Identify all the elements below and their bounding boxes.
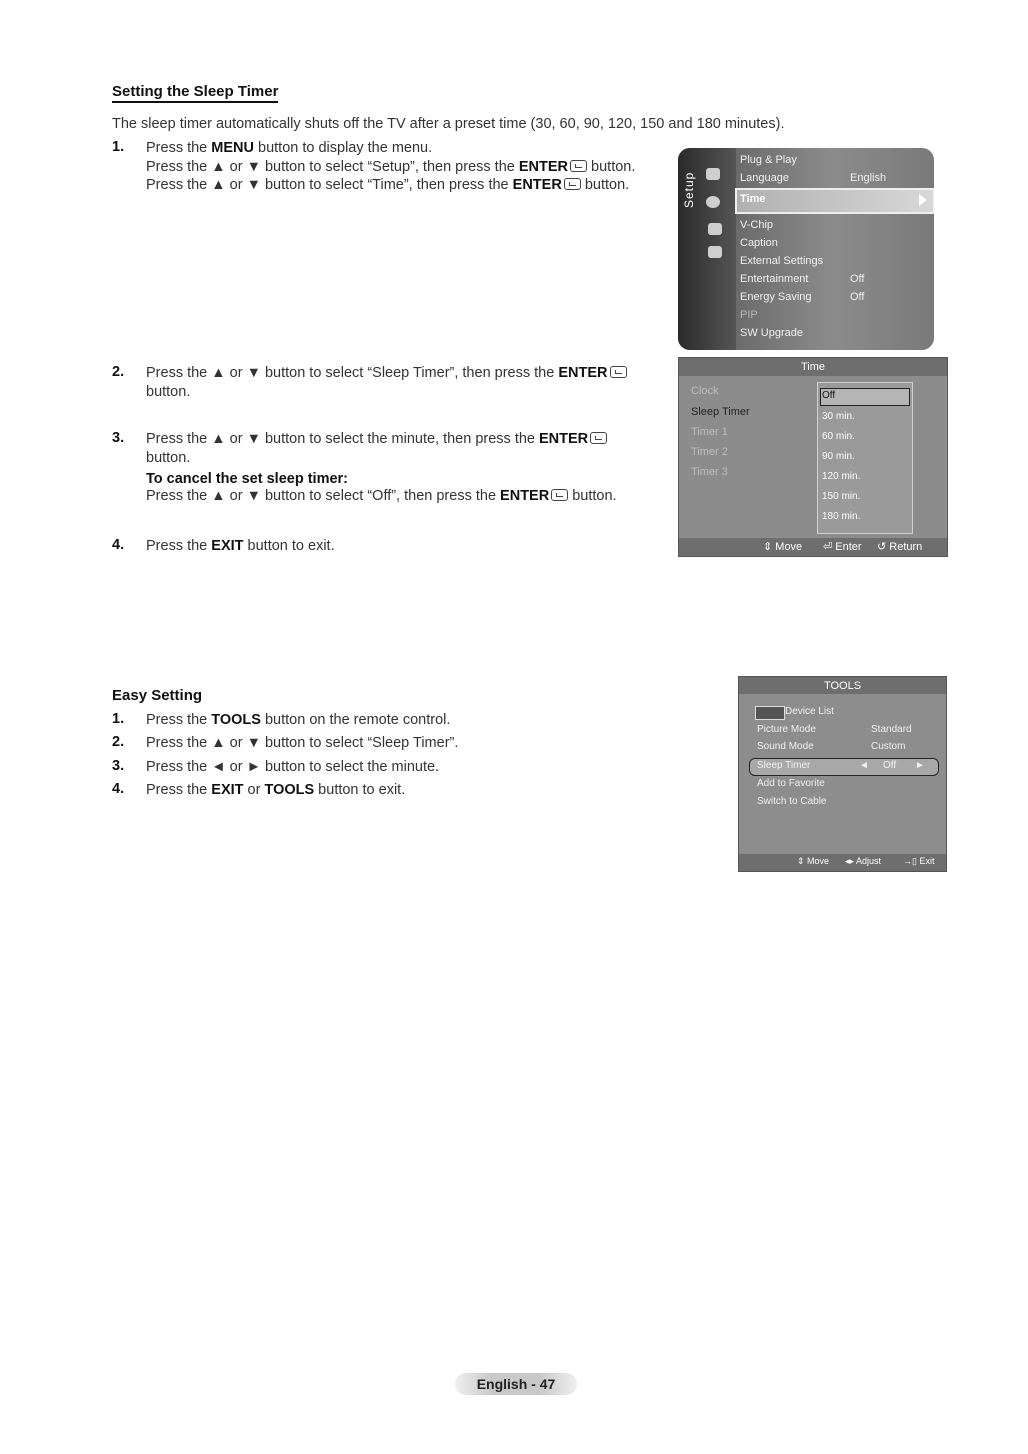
- tools-menu-title: TOOLS: [823, 680, 862, 692]
- step-2-line-2: button.: [146, 383, 191, 400]
- step-2-number: 2.: [112, 364, 125, 380]
- return-icon: ↺: [877, 541, 890, 553]
- channel-icon: [708, 223, 722, 235]
- setup-item[interactable]: Language: [740, 172, 789, 184]
- dropdown-option[interactable]: Off: [822, 390, 836, 401]
- setup-item[interactable]: Energy Saving: [740, 291, 812, 303]
- step-1-text: [146, 139, 635, 195]
- dropdown-option[interactable]: 180 min.: [822, 511, 861, 522]
- device-list-icon: [755, 706, 785, 720]
- step-3-line-1: Press the ▲ or ▼ button to select the minute, then press the ENTER: [146, 430, 617, 449]
- step-3-text: [146, 430, 617, 506]
- time-item[interactable]: Clock: [691, 385, 719, 397]
- dropdown-option[interactable]: 150 min.: [822, 491, 861, 502]
- easy-step-4: Press the EXIT or TOOLS button to exit.: [146, 782, 406, 798]
- easy-step-number: 1.: [112, 711, 125, 727]
- time-menu-screen: [678, 357, 948, 557]
- tools-item-value: Custom: [871, 741, 906, 752]
- adjust-icon: ◂▸: [845, 856, 857, 866]
- setup-item-value: English: [850, 172, 887, 184]
- easy-step-1: Press the TOOLS button on the remote control.: [146, 712, 451, 728]
- dropdown-option[interactable]: 90 min.: [822, 451, 855, 462]
- tools-item[interactable]: Device List: [785, 706, 834, 717]
- setup-menu-screen: [678, 148, 934, 350]
- move-hint: ⇕ Move: [763, 541, 803, 553]
- step-2-text: [146, 364, 627, 401]
- move-icon: ⇕: [763, 541, 776, 553]
- setup-item[interactable]: Entertainment: [740, 273, 809, 285]
- dropdown-option[interactable]: 30 min.: [822, 411, 855, 422]
- input-icon: [708, 246, 722, 258]
- return-hint: ↺ Return: [877, 541, 923, 553]
- adjust-hint: ◂▸ Adjust: [845, 856, 882, 866]
- enter-icon: [590, 432, 607, 444]
- intro-text: The sleep timer automatically shuts off the TV after a preset time (30, 60, 90, 120, 150 and 180 minutes).: [112, 116, 785, 132]
- picture-icon: [706, 168, 720, 180]
- tools-item[interactable]: Picture Mode: [757, 724, 816, 735]
- tools-item-value: Standard: [871, 724, 912, 735]
- setup-item[interactable]: V-Chip: [740, 219, 774, 231]
- time-item[interactable]: Timer 2: [691, 446, 728, 458]
- easy-step-number: 2.: [112, 734, 125, 750]
- exit-icon: →▯: [903, 856, 920, 866]
- move-hint: ⇕ Move: [797, 856, 830, 866]
- easy-step-number: 4.: [112, 781, 125, 797]
- arrow-right-icon: [919, 194, 927, 206]
- easy-setting-title: Easy Setting: [112, 687, 203, 704]
- move-icon: ⇕: [797, 856, 808, 866]
- setup-item[interactable]: Time: [740, 193, 766, 205]
- enter-icon: [570, 160, 587, 172]
- arrow-right-icon[interactable]: ►: [915, 760, 925, 771]
- step-1-line-1: Press the MENU button to display the menu.: [146, 140, 433, 156]
- step-3-number: 3.: [112, 430, 125, 446]
- enter-hint: ⏎ Enter: [823, 541, 862, 553]
- enter-icon: [564, 178, 581, 190]
- section-title: Setting the Sleep Timer: [112, 83, 278, 103]
- setup-item-value: Off: [850, 273, 865, 285]
- exit-hint: →▯ Exit: [903, 856, 935, 866]
- setup-side-label: Setup: [682, 171, 696, 208]
- tools-item-value: Off: [883, 760, 897, 771]
- step-4-line: Press the EXIT button to exit.: [146, 538, 335, 554]
- setup-item-value: Off: [850, 291, 865, 303]
- easy-step-2: Press the ▲ or ▼ button to select “Sleep Timer”.: [146, 735, 459, 751]
- easy-step-number: 3.: [112, 758, 125, 774]
- time-item[interactable]: Sleep Timer: [691, 406, 750, 418]
- setup-item[interactable]: External Settings: [740, 255, 824, 267]
- step-4-number: 4.: [112, 537, 125, 553]
- enter-icon: [551, 489, 568, 501]
- setup-item[interactable]: Plug & Play: [740, 154, 797, 166]
- time-item[interactable]: Timer 3: [691, 466, 728, 478]
- setup-item[interactable]: PIP: [740, 309, 758, 321]
- tools-item[interactable]: Sound Mode: [757, 741, 814, 752]
- gear-icon: [706, 196, 720, 208]
- sleep-timer-dropdown[interactable]: [817, 382, 913, 534]
- setup-item[interactable]: SW Upgrade: [740, 327, 803, 339]
- step-3-line-2: button.: [146, 449, 191, 466]
- cancel-line: Press the ▲ or ▼ button to select “Off”, then press the ENTER button.: [146, 488, 617, 504]
- step-2-line-1: Press the ▲ or ▼ button to select “Sleep Timer”, then press the ENTER: [146, 364, 627, 383]
- enter-icon: ⏎: [823, 541, 836, 553]
- step-1-number: 1.: [112, 139, 125, 155]
- arrow-left-icon[interactable]: ◄: [859, 760, 869, 771]
- page-number: English - 47: [455, 1373, 577, 1395]
- dropdown-option[interactable]: 60 min.: [822, 431, 855, 442]
- step-1-line-3: Press the ▲ or ▼ button to select “Time”, then press the ENTER button.: [146, 177, 630, 193]
- tools-item[interactable]: Sleep Timer: [757, 760, 811, 771]
- tools-item[interactable]: Add to Favorite: [757, 778, 825, 789]
- cancel-title: To cancel the set sleep timer:: [146, 471, 348, 487]
- setup-item[interactable]: Caption: [740, 237, 778, 249]
- dropdown-option[interactable]: 120 min.: [822, 471, 861, 482]
- enter-icon: [610, 366, 627, 378]
- step-1-line-2: Press the ▲ or ▼ button to select “Setup”, then press the ENTER button.: [146, 158, 636, 175]
- tools-item[interactable]: Switch to Cable: [757, 796, 827, 807]
- easy-step-3: Press the ◄ or ► button to select the minute.: [146, 759, 440, 775]
- time-item[interactable]: Timer 1: [691, 426, 728, 438]
- tools-menu-screen: [738, 676, 947, 872]
- time-menu-title: Time: [800, 361, 826, 373]
